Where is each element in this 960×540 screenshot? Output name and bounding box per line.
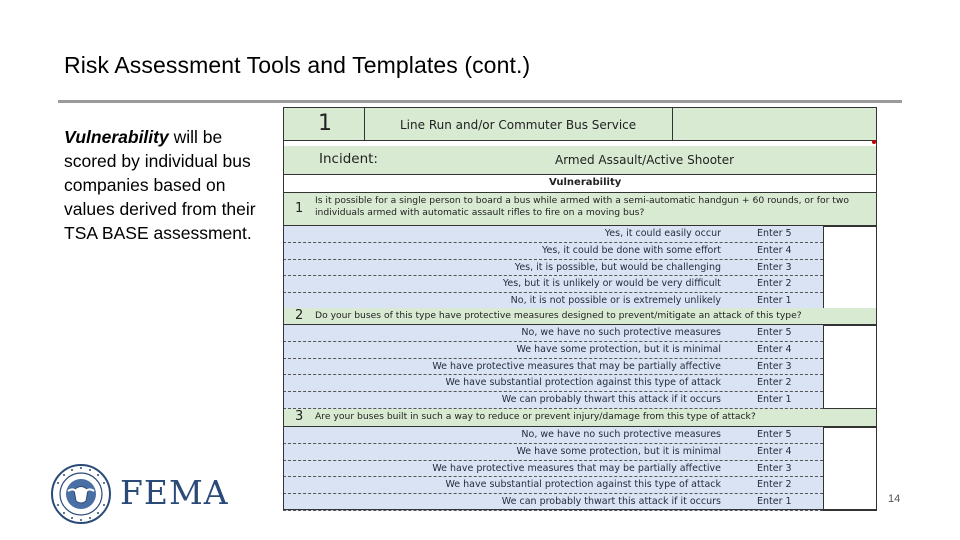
question-number: 3 <box>295 409 304 424</box>
answer-score: Enter 1 <box>757 496 792 508</box>
answer-score: Enter 5 <box>757 327 792 338</box>
question-row <box>283 193 877 226</box>
slide-title: Risk Assessment Tools and Templates (cont.) <box>64 52 531 78</box>
page-number: 14 <box>888 493 901 505</box>
answer-score: Enter 4 <box>757 445 792 457</box>
answer-text: Yes, it could easily occur <box>604 228 721 239</box>
question-number: 2 <box>295 308 304 323</box>
answer-row <box>283 444 823 461</box>
answer-text: We can probably thwart this attack if it occurs <box>501 496 721 508</box>
answer-row <box>283 325 823 342</box>
answer-score: Enter 4 <box>757 244 792 256</box>
answer-text: We have protective measures that may be partially affective <box>432 360 721 372</box>
answer-score: Enter 3 <box>757 360 792 372</box>
body-rest: will be scored by individual bus companies based on values derived from their TSA BASE assessment. <box>64 127 256 243</box>
incident-row <box>283 146 877 175</box>
score-input-cell[interactable] <box>823 226 877 310</box>
answer-row <box>283 226 823 243</box>
answer-row <box>283 392 823 409</box>
answer-text: Yes, but it is unlikely or would be very difficult <box>502 278 721 290</box>
red-marker <box>872 140 876 144</box>
answer-row <box>283 342 823 359</box>
score-input-cell[interactable] <box>823 325 877 409</box>
question-text: Do your buses of this type have protective measures designed to prevent/mitigate an attack of this type? <box>315 310 802 321</box>
question-row <box>283 409 877 427</box>
body-emphasis: Vulnerability <box>64 127 169 147</box>
answer-text: We have some protection, but it is minimal <box>516 343 721 355</box>
service-type: Line Run and/or Commuter Bus Service <box>400 118 637 132</box>
answer-score: Enter 2 <box>757 377 792 389</box>
sheet-header-row <box>283 107 877 141</box>
question-text: Is it possible for a single person to board a bus while armed with a semi-automatic handgun + 60 rounds, or for two individuals armed with automatic assault rifles to fire on a moving bus? <box>315 195 850 218</box>
question-number: 1 <box>295 201 304 216</box>
answer-text: Yes, it could be done with some effort <box>541 244 721 256</box>
answer-text: We have protective measures that may be partially affective <box>432 462 721 474</box>
answer-text: We have substantial protection against this type of attack <box>445 479 721 491</box>
answer-row <box>283 477 823 494</box>
answer-row <box>283 375 823 392</box>
answer-score: Enter 2 <box>757 278 792 290</box>
fema-logo <box>50 462 230 526</box>
answer-score: Enter 4 <box>757 343 792 355</box>
answer-row <box>283 243 823 260</box>
header-separator <box>672 108 673 141</box>
header-separator <box>364 108 365 141</box>
vulnerability-worksheet <box>283 107 877 510</box>
answer-row <box>283 359 823 376</box>
answer-score: Enter 3 <box>757 462 792 474</box>
answer-score: Enter 5 <box>757 228 792 239</box>
answer-row <box>283 461 823 478</box>
answer-text: We can probably thwart this attack if it occurs <box>501 394 721 406</box>
section-header: Vulnerability <box>549 177 622 188</box>
answer-score: Enter 2 <box>757 479 792 491</box>
answer-text: No, we have no such protective measures <box>521 327 721 338</box>
sheet-number: 1 <box>318 111 332 136</box>
section-header-row <box>283 175 877 193</box>
answer-score: Enter 5 <box>757 429 792 440</box>
fema-wordmark: FEMA <box>120 473 229 512</box>
answer-row <box>283 494 823 511</box>
score-input-cell[interactable] <box>823 427 877 511</box>
answer-row <box>283 276 823 293</box>
incident-value: Armed Assault/Active Shooter <box>555 153 735 167</box>
answer-score: Enter 1 <box>757 394 792 406</box>
answer-score: Enter 1 <box>757 295 792 307</box>
answer-text: No, we have no such protective measures <box>521 429 721 440</box>
answer-text: No, it is not possible or is extremely unlikely <box>510 295 721 307</box>
question-row <box>283 308 877 325</box>
incident-label: Incident: <box>319 151 378 167</box>
answer-text: We have substantial protection against this type of attack <box>445 377 721 389</box>
dhs-seal-icon <box>50 463 112 525</box>
body-text <box>64 125 279 245</box>
answer-row <box>283 260 823 277</box>
title-divider <box>58 100 902 103</box>
question-text: Are your buses built in such a way to reduce or prevent injury/damage from this type of attack? <box>315 411 756 422</box>
answer-row <box>283 427 823 444</box>
answer-score: Enter 3 <box>757 261 792 273</box>
answer-text: We have some protection, but it is minimal <box>516 445 721 457</box>
answer-text: Yes, it is possible, but would be challenging <box>514 261 721 273</box>
